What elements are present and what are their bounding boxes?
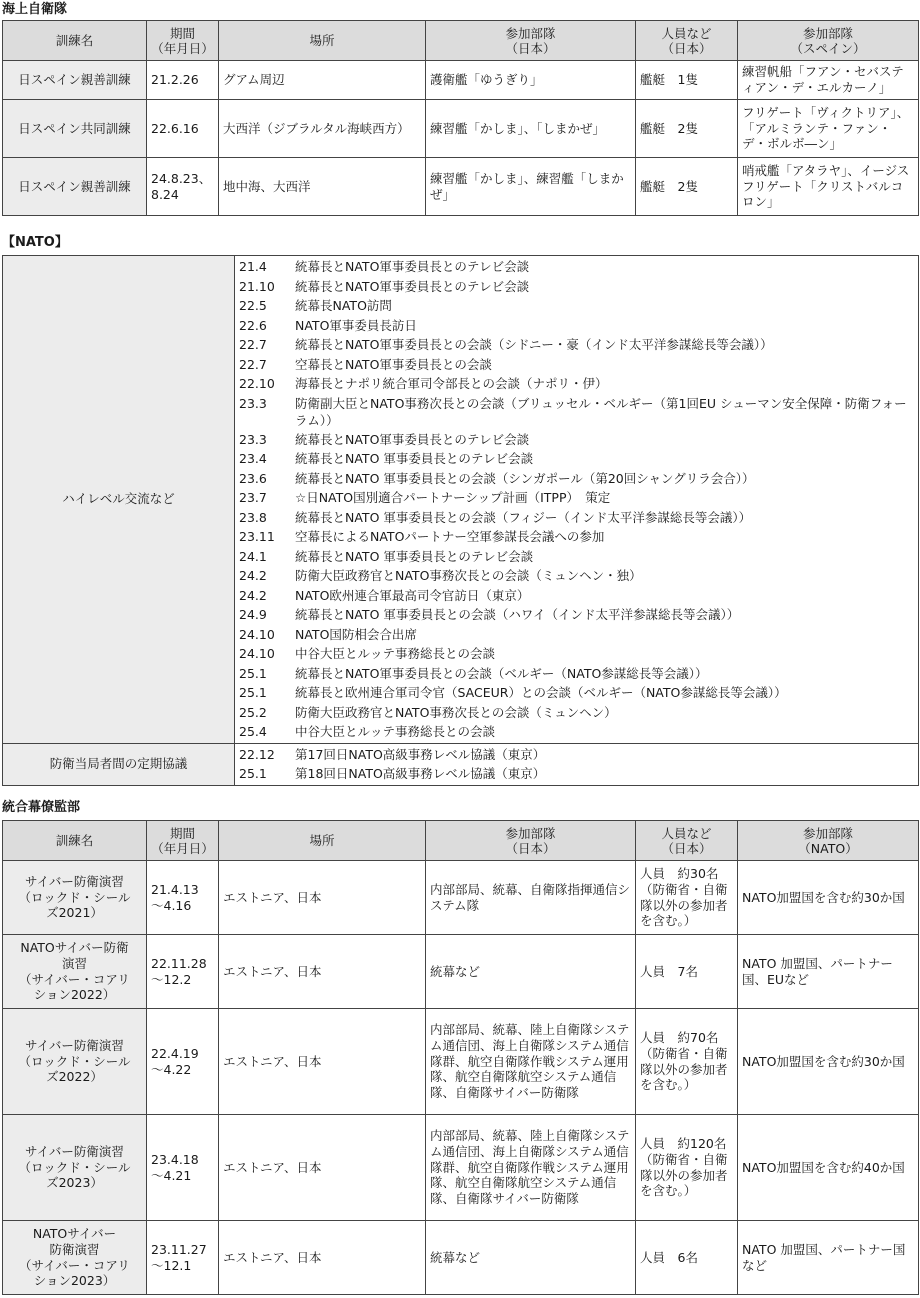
event-text: 統幕長とNATO軍事委員長との会談（シドニー・豪（インド太平洋参謀総長等会議）） [295,337,773,352]
event-text: 空幕長とNATO軍事委員長との会談 [295,356,492,372]
event-text: 中谷大臣とルッテ事務総長との会談 [295,646,496,661]
group-label-high-level: ハイレベル交流など [3,256,235,744]
event-text: 防衛大臣政務官とNATO事務次長との会談（ミュンヘン・独） [295,568,642,583]
unit-jp: 練習艦「かしま」、「しまかぜ」 [426,100,636,158]
event-text: NATO国防相会合出席 [295,626,417,642]
event-text: 統幕長とNATO 軍事委員長との会談（シンガポール（第20回シャングリラ会合）） [295,470,755,486]
training-place: グアム周辺 [219,61,426,100]
section-title-maritime: 海上自衛隊 [2,2,68,17]
unit-jp: 統幕など [426,1221,636,1295]
unit-jp: 内部部局、統幕、陸上自衛隊システム通信団、海上自衛隊システム通信隊群、航空自衛隊作戦システム運用隊、航空自衛隊航空システム通信隊、自衛隊サイバー防衛隊 [426,1009,636,1115]
training-place: エストニア、日本 [219,935,426,1009]
event-date: 25.1 [239,665,267,681]
event-date: 23.11 [239,529,275,544]
event-text: 海幕長とナポリ統合軍司令部長との会談（ナポリ・伊） [295,376,608,391]
nato-table [2,255,919,786]
list-item [239,316,914,336]
table-row [3,1221,919,1295]
training-place: 大西洋（ジブラルタル海峡西方） [219,100,426,158]
list-item [239,394,914,430]
event-text: 統幕長とNATO軍事委員長との会談（ベルギー（NATO参謀総長等会議）） [295,665,708,681]
list-item [239,664,914,684]
unit-jp: 護衛艦「ゆうぎり」 [426,61,636,100]
personnel: 艦艇 2隻 [636,100,738,158]
training-name: サイバー防衛演習 （ロックド・シール ズ2023） [3,1115,147,1221]
training-place: エストニア、日本 [219,1009,426,1115]
event-text: 統幕長とNATO 軍事委員長とのテレビ会談 [295,451,534,466]
unit-other: NATO加盟国を含む約30か国 [738,861,919,935]
event-date: 22.7 [239,356,267,372]
training-name: NATOサイバー防衛 演習 （サイバー・コアリ ション2022） [3,935,147,1009]
training-period: 23.4.18 ～4.21 [147,1115,219,1221]
list-item [239,527,914,547]
unit-other: NATO加盟国を含む約40か国 [738,1115,919,1221]
table-row [3,1009,919,1115]
list-item [239,335,914,355]
training-period: 22.6.16 [147,100,219,158]
event-text: 統幕長とNATO 軍事委員長との会談（ハワイ（インド太平洋参謀総長等会議）） [295,607,740,622]
training-place: エストニア、日本 [219,1115,426,1221]
event-text: 防衛副大臣とNATO事務次長との会談（ブリュッセル・ベルギー（第1回EU シューマン安全保障・防衛フォーラム）） [295,395,907,428]
event-date: 23.6 [239,470,267,486]
table-row [3,861,919,935]
unit-other: 練習帆船「フアン・セバスティアン・デ・エルカーノ」 [738,61,919,100]
unit-other: NATO 加盟国、パートナー国など [738,1221,919,1295]
col-header-personnel: 人員など （日本） [636,821,738,861]
list-item [239,355,914,375]
event-date: 22.12 [239,746,275,762]
list-item [239,722,914,742]
section-title-joint-staff: 統合幕僚監部 [2,800,81,815]
event-text: 第18回日NATO高級事務レベル協議（東京） [295,766,546,781]
event-date: 25.1 [239,766,267,781]
personnel: 人員 約30名 （防衛省・自衛隊以外の参加者を含む。） [636,861,738,935]
training-name: NATOサイバー 防衛演習 （サイバー・コアリ ション2023） [3,1221,147,1295]
event-date: 23.3 [239,395,267,411]
personnel: 艦艇 1隻 [636,61,738,100]
event-date: 25.1 [239,685,267,700]
unit-jp: 内部部局、統幕、陸上自衛隊システム通信団、海上自衛隊システム通信隊群、航空自衛隊作戦システム運用隊、航空自衛隊航空システム通信隊、自衛隊サイバー防衛隊 [426,1115,636,1221]
list-item [239,703,914,723]
event-date: 21.4 [239,259,267,274]
event-date: 25.4 [239,724,267,739]
event-text: 中谷大臣とルッテ事務総長との会談 [295,724,496,739]
event-date: 22.6 [239,317,267,333]
event-date: 24.2 [239,587,267,603]
event-date: 23.4 [239,451,267,466]
unit-other: 哨戒艦「アタラヤ」、イージスフリゲート「クリストバルコロン」 [738,158,919,216]
list-item [239,605,914,625]
personnel: 人員 約70名 （防衛省・自衛隊以外の参加者を含む。） [636,1009,738,1115]
event-date: 25.2 [239,704,267,720]
list-item [239,488,914,508]
col-header-place: 場所 [219,821,426,861]
group-label-regular-consultation: 防衛当局者間の定期協議 [3,743,235,785]
event-text: NATO欧州連合軍最高司令官訪日（東京） [295,587,530,603]
list-item [239,547,914,567]
event-text: 統幕長とNATO 軍事委員長とのテレビ会談 [295,548,534,564]
col-header-period: 期間 （年月日） [147,21,219,61]
event-date: 22.5 [239,298,267,313]
event-date: 23.7 [239,490,267,505]
maritime-table [2,20,919,216]
list-item [239,586,914,606]
training-period: 23.11.27 ～12.1 [147,1221,219,1295]
col-header-place: 場所 [219,21,426,61]
table-row [3,256,919,744]
joint-staff-table [2,820,919,1295]
training-period: 21.4.13 ～4.16 [147,861,219,935]
event-date: 24.2 [239,568,267,583]
unit-jp: 練習艦「かしま」、練習艦「しまかぜ」 [426,158,636,216]
event-date: 22.10 [239,376,275,391]
event-text: 統幕長と欧州連合軍司令官（SACEUR）との会談（ベルギー（NATO参謀総長等会議）） [295,685,787,700]
unit-other: NATO加盟国を含む約30か国 [738,1009,919,1115]
event-date: 24.10 [239,626,275,642]
training-name: 日スペイン親善訓練 [3,158,147,216]
training-period: 22.4.19 ～4.22 [147,1009,219,1115]
col-header-unit-nato: 参加部隊 （NATO） [738,821,919,861]
list-item [239,277,914,297]
unit-other: NATO 加盟国、パートナー国、EUなど [738,935,919,1009]
col-header-name: 訓練名 [3,821,147,861]
list-item [239,508,914,528]
event-text: 統幕長NATO訪問 [295,298,392,313]
event-date: 22.7 [239,337,267,352]
unit-jp: 内部部局、統幕、自衛隊指揮通信システム隊 [426,861,636,935]
event-text: 統幕長とNATO軍事委員長とのテレビ会談 [295,431,530,447]
personnel: 人員 7名 [636,935,738,1009]
list-item [239,374,914,394]
training-name: 日スペイン親善訓練 [3,61,147,100]
event-list-high-level [235,256,919,744]
training-place: エストニア、日本 [219,1221,426,1295]
table-row [3,61,919,100]
section-title-nato: 【NATO】 [2,235,68,250]
col-header-personnel: 人員など （日本） [636,21,738,61]
event-text: ☆日NATO国別適合パートナーシップ計画（ITPP） 策定 [295,490,611,505]
list-item [239,745,914,765]
training-name: 日スペイン共同訓練 [3,100,147,158]
personnel: 人員 6名 [636,1221,738,1295]
list-item [239,449,914,469]
event-text: 統幕長とNATO 軍事委員長との会談（フィジー（インド太平洋参謀総長等会議）） [295,509,752,525]
unit-other: フリゲート「ヴィクトリア」、「アルミランテ・ファン・デ・ボルボ―ン」 [738,100,919,158]
event-date: 23.3 [239,431,267,447]
list-item [239,683,914,703]
event-text: 防衛大臣政務官とNATO事務次長との会談（ミュンヘン） [295,704,617,720]
event-date: 24.9 [239,607,267,622]
list-item [239,625,914,645]
list-item [239,430,914,450]
event-date: 24.10 [239,646,275,661]
event-date: 21.10 [239,278,275,294]
table-row [3,1115,919,1221]
table-row [3,158,919,216]
table-row [3,743,919,785]
list-item [239,644,914,664]
event-list-regular-consultation [235,743,919,785]
event-text: 統幕長とNATO軍事委員長とのテレビ会談 [295,278,530,294]
list-item [239,469,914,489]
list-item [239,764,914,784]
col-header-unit-jp: 参加部隊 （日本） [426,821,636,861]
list-item [239,296,914,316]
unit-jp: 統幕など [426,935,636,1009]
personnel: 人員 約120名（防衛省・自衛隊以外の参加者を含む。） [636,1115,738,1221]
personnel: 艦艇 2隻 [636,158,738,216]
col-header-name: 訓練名 [3,21,147,61]
training-period: 21.2.26 [147,61,219,100]
col-header-period: 期間 （年月日） [147,821,219,861]
training-place: エストニア、日本 [219,861,426,935]
event-text: 空幕長によるNATOパートナー空軍参謀長会議への参加 [295,529,605,544]
event-date: 24.1 [239,548,267,564]
col-header-unit-jp: 参加部隊 （日本） [426,21,636,61]
joint-header-row [3,821,919,861]
training-place: 地中海、大西洋 [219,158,426,216]
training-period: 24.8.23、 8.24 [147,158,219,216]
list-item [239,257,914,277]
list-item [239,566,914,586]
event-text: NATO軍事委員長訪日 [295,317,417,333]
training-name: サイバー防衛演習 （ロックド・シール ズ2022） [3,1009,147,1115]
training-period: 22.11.28 ～12.2 [147,935,219,1009]
col-header-unit-spain: 参加部隊 （スペイン） [738,21,919,61]
table-row [3,935,919,1009]
maritime-header-row [3,21,919,61]
table-row [3,100,919,158]
event-date: 23.8 [239,509,267,525]
training-name: サイバー防衛演習 （ロックド・シール ズ2021） [3,861,147,935]
event-text: 統幕長とNATO軍事委員長とのテレビ会談 [295,259,530,274]
event-text: 第17回日NATO高級事務レベル協議（東京） [295,746,546,762]
